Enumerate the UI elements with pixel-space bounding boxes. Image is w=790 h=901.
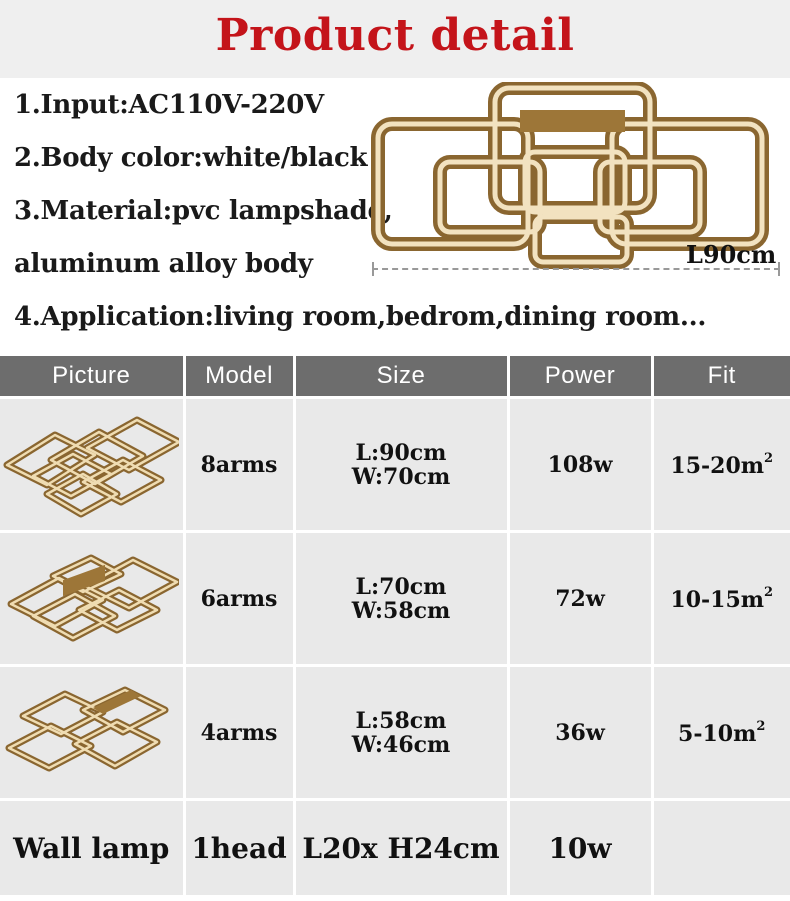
spec-input: 1.Input:AC110V-220V — [14, 90, 324, 120]
size-cell: L20x H24cm — [294, 800, 508, 896]
fit-unit-sup: 2 — [756, 718, 766, 734]
fit-cell — [652, 800, 790, 896]
picture-cell — [0, 398, 184, 532]
table-row — [0, 800, 790, 896]
size-cell — [294, 666, 508, 800]
size-width: W:46cm — [351, 731, 451, 758]
picture-cell — [0, 532, 184, 666]
spec-material-cont: aluminum alloy body — [14, 249, 313, 279]
size-length: L:58cm — [355, 707, 447, 734]
size-cell — [294, 398, 508, 532]
dimension-line — [372, 268, 780, 270]
power-cell: 108w — [508, 398, 652, 532]
dimension-label: L90cm — [686, 240, 777, 269]
size-width: W:58cm — [351, 597, 451, 624]
fit-value: 5-10m — [678, 720, 757, 747]
spec-material: 3.Material:pvc lampshade, — [14, 196, 393, 226]
table-header-row — [0, 356, 790, 398]
spec-application: 4.Application:living room,bedrom,dining room... — [14, 302, 707, 332]
dimension-tick-left — [372, 262, 374, 276]
table-row — [0, 666, 790, 800]
wall-lamp-label: Wall lamp — [0, 800, 184, 896]
model-cell: 1head — [184, 800, 294, 896]
dimension-tick-right — [778, 262, 780, 276]
size-length: L:70cm — [355, 573, 447, 600]
model-cell: 6arms — [184, 532, 294, 666]
col-picture: Picture — [0, 356, 184, 398]
lamp-4arms-image — [3, 678, 179, 788]
power-cell: 36w — [508, 666, 652, 800]
table-row — [0, 532, 790, 666]
fit-unit-sup: 2 — [764, 584, 774, 600]
model-cell: 4arms — [184, 666, 294, 800]
fit-value: 10-15m — [670, 586, 765, 613]
col-fit: Fit — [652, 356, 790, 398]
lamp-6arms-image — [3, 544, 179, 654]
size-length: L:90cm — [355, 439, 447, 466]
spec-table — [0, 356, 790, 895]
power-cell: 10w — [508, 800, 652, 896]
model-cell: 8arms — [184, 398, 294, 532]
fit-cell — [652, 398, 790, 532]
picture-cell — [0, 666, 184, 800]
col-power: Power — [508, 356, 652, 398]
spec-body-color: 2.Body color:white/black — [14, 143, 368, 173]
power-cell: 72w — [508, 532, 652, 666]
table-row — [0, 398, 790, 532]
fit-unit-sup: 2 — [764, 450, 774, 466]
size-cell — [294, 532, 508, 666]
fit-cell — [652, 666, 790, 800]
col-size: Size — [294, 356, 508, 398]
lamp-8arms-image — [3, 410, 179, 520]
page-title: Product detail — [215, 10, 575, 61]
fit-cell — [652, 532, 790, 666]
fit-value: 15-20m — [670, 452, 765, 479]
size-width: W:70cm — [351, 463, 451, 490]
col-model: Model — [184, 356, 294, 398]
